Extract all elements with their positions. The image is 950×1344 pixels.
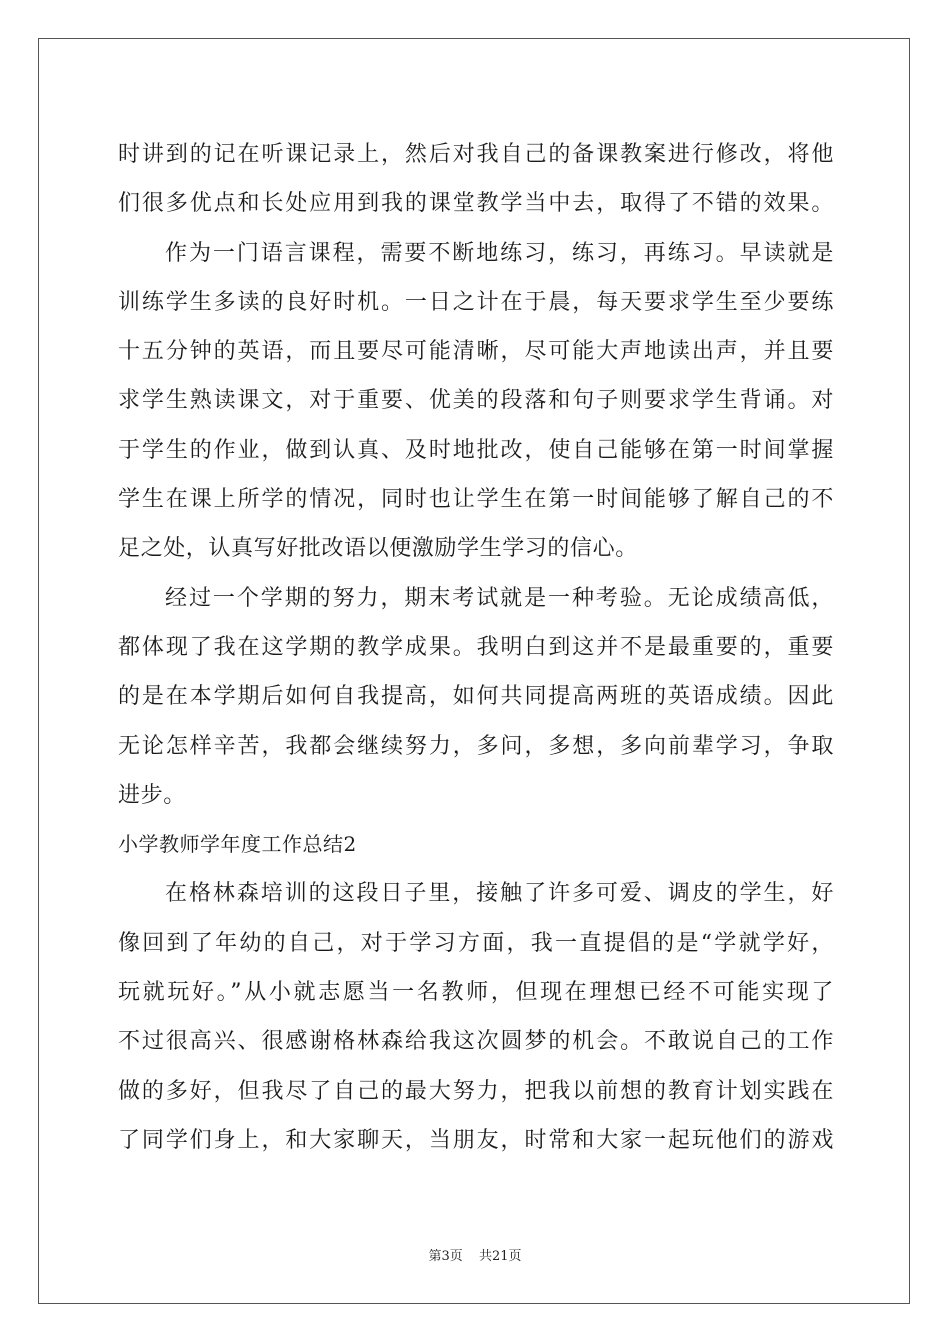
page-footer — [0, 1245, 950, 1264]
text-line: 玩就玩好。”从小就志愿当一名教师，但现在理想已经不可能实现了 — [118, 980, 834, 1006]
page-number: 第3页 — [428, 1249, 463, 1264]
text-line: 求学生熟读课文，对于重要、优美的段落和句子则要求学生背诵。对 — [118, 388, 834, 414]
text-line: 们很多优点和长处应用到我的课堂教学当中去，取得了不错的效果。 — [118, 191, 834, 217]
text-line: 足之处，认真写好批改语以便激励学生学习的信心。 — [118, 536, 638, 562]
text-line: 不过很高兴、很感谢格林森给我这次圆梦的机会。不敢说自己的工作 — [118, 1029, 834, 1055]
text-line: 了同学们身上，和大家聊天，当朋友，时常和大家一起玩他们的游戏 — [118, 1127, 834, 1153]
text-line: 都体现了我在这学期的教学成果。我明白到这并不是最重要的，重要 — [118, 634, 834, 660]
text-line: 经过一个学期的努力，期末考试就是一种考验。无论成绩高低， — [165, 585, 834, 611]
text-line: 无论怎样辛苦，我都会继续努力，多问，多想，多向前辈学习，争取 — [118, 733, 834, 759]
text-line: 进步。 — [118, 782, 186, 808]
text-line: 学生在课上所学的情况，同时也让学生在第一时间能够了解自己的不 — [118, 487, 834, 513]
text-line: 作为一门语言课程，需要不断地练习，练习，再练习。早读就是 — [165, 240, 834, 266]
section-heading: 小学教师学年度工作总结2 — [118, 832, 357, 857]
document-body — [118, 130, 834, 1165]
text-line: 于学生的作业，做到认真、及时地批改，使自己能够在第一时间掌握 — [118, 437, 834, 463]
text-line: 做的多好，但我尽了自己的最大努力，把我以前想的教育计划实践在 — [118, 1078, 834, 1104]
page-total: 共21页 — [478, 1249, 522, 1264]
text-line: 像回到了年幼的自己，对于学习方面，我一直提倡的是“学就学好， — [118, 930, 834, 956]
text-line: 时讲到的记在听课记录上，然后对我自己的备课教案进行修改，将他 — [118, 142, 834, 167]
text-line: 训练学生多读的良好时机。一日之计在于晨，每天要求学生至少要练 — [118, 289, 834, 315]
text-line: 的是在本学期后如何自我提高，如何共同提高两班的英语成绩。因此 — [118, 684, 834, 710]
text-line: 十五分钟的英语，而且要尽可能清晰，尽可能大声地读出声，并且要 — [118, 339, 834, 365]
text-line: 在格林森培训的这段日子里，接触了许多可爱、调皮的学生，好 — [165, 881, 834, 907]
